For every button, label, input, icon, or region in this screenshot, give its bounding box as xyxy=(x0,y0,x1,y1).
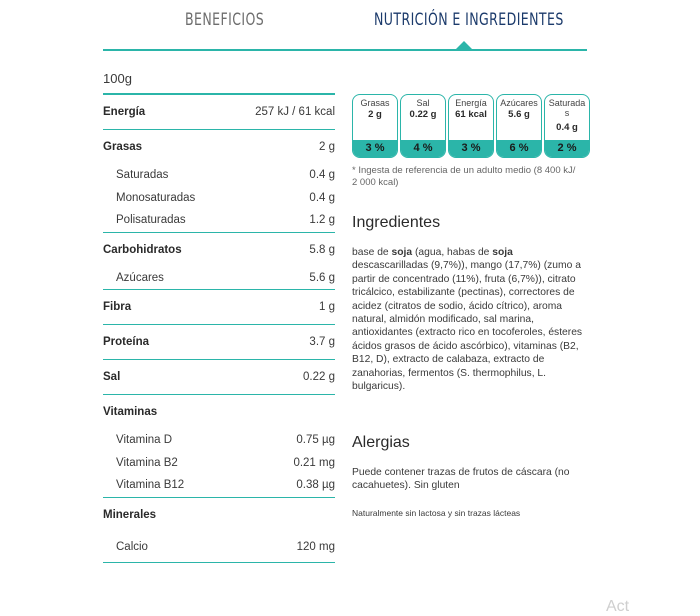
gda-percent: 3 % xyxy=(353,140,397,157)
row-vitamina-b12 xyxy=(103,474,335,497)
ingredients-title: Ingredientes xyxy=(352,214,441,231)
reference-intake-boxes xyxy=(352,94,587,158)
active-tab-indicator xyxy=(455,41,473,50)
row-value: 0.21 mg xyxy=(293,456,335,469)
row-value: 120 mg xyxy=(296,540,335,553)
row-value: 0.38 µg xyxy=(296,479,335,492)
ingredients-part: descascarilladas (9,7%)), mango (17,7%) (zumo a partir de concentrado (11%), fruta (6,7%)), citrato tricálcico, estabilizante (pectinas), correctores de acidez (citratos de sodio, ácido cítrico), aroma natural, almidón modificado, sal marina, antioxidantes (extracto rico en tocoferoles, ésteres ácidos grasos de ácido ascórbico), vitaminas (B2, B12, D), extracto de calabaza, extracto de zanahorias, fermentos (S. thermophilus, L. bulgaricus). xyxy=(352,260,583,393)
row-label: Fibra xyxy=(103,301,132,313)
gda-value: 0.4 g xyxy=(556,122,578,133)
reference-intake-note: * Ingesta de referencia de un adulto medio (8 400 kJ/ 2 000 kcal) xyxy=(352,165,576,188)
row-label: Sal xyxy=(103,371,121,383)
tab-nutricion-ingredientes[interactable]: NUTRICIÓN E INGREDIENTES xyxy=(374,10,564,30)
portion-size: 100g xyxy=(103,71,132,86)
gda-percent: 4 % xyxy=(401,140,445,157)
tab-bar xyxy=(103,0,587,52)
gda-value: 61 kcal xyxy=(455,109,487,120)
tab-underline xyxy=(103,49,587,51)
row-label: Minerales xyxy=(103,508,157,521)
gda-sal xyxy=(400,94,446,158)
row-sal xyxy=(103,359,335,394)
row-label: Azúcares xyxy=(116,271,164,284)
row-saturadas xyxy=(103,164,335,187)
row-value: 0.22 g xyxy=(303,371,335,383)
row-value: 2 g xyxy=(319,141,335,153)
gda-name: Saturadas xyxy=(548,98,586,118)
row-label: Vitamina B2 xyxy=(116,456,178,469)
gda-energia xyxy=(448,94,494,158)
row-fibra xyxy=(103,289,335,324)
tab-beneficios[interactable]: BENEFICIOS xyxy=(185,10,265,30)
gda-name: Energía xyxy=(455,98,487,108)
row-label: Calcio xyxy=(116,540,148,553)
row-label: Energía xyxy=(103,106,146,118)
row-value: 1 g xyxy=(319,301,335,313)
row-label: Polisaturadas xyxy=(116,214,186,227)
row-label: Vitamina D xyxy=(116,434,173,447)
row-label: Vitamina B12 xyxy=(116,479,185,492)
row-label: Monosaturadas xyxy=(116,191,196,204)
gda-value: 5.6 g xyxy=(508,109,530,120)
row-label: Proteína xyxy=(103,336,150,348)
row-energia xyxy=(103,93,335,129)
row-vitamina-d xyxy=(103,429,335,452)
row-calcio xyxy=(103,532,335,563)
ingredients-part: (agua, habas de xyxy=(412,247,493,258)
allergies-text: Puede contener trazas de frutos de cáscara (no cacahuetes). Sin gluten xyxy=(352,467,570,492)
row-value: 257 kJ / 61 kcal xyxy=(255,106,335,118)
row-value: 5.8 g xyxy=(309,243,335,256)
row-proteina xyxy=(103,324,335,359)
row-value: 3.7 g xyxy=(309,336,335,348)
row-azucares xyxy=(103,267,335,290)
ingredients-part: base de xyxy=(352,247,392,258)
row-value: 0.4 g xyxy=(309,169,335,182)
allergen-highlight: soja xyxy=(391,247,413,258)
row-value: 0.75 µg xyxy=(296,434,335,447)
lactose-note: Naturalmente sin lactosa y sin trazas lácteas xyxy=(352,508,521,518)
row-label: Saturadas xyxy=(116,169,169,182)
row-vitamina-b2 xyxy=(103,452,335,475)
gda-value: 2 g xyxy=(368,109,382,120)
allergen-highlight: soja xyxy=(492,247,513,258)
allergies-title: Alergias xyxy=(352,434,410,451)
gda-percent: 3 % xyxy=(449,140,493,157)
ingredients-text xyxy=(352,246,586,393)
row-label: Carbohidratos xyxy=(103,243,182,256)
gda-grasas xyxy=(352,94,398,158)
gda-azucares xyxy=(496,94,542,158)
gda-name: Azúcares xyxy=(500,98,538,108)
gda-percent: 6 % xyxy=(497,140,541,157)
row-polisaturadas xyxy=(103,209,335,232)
gda-saturadas xyxy=(544,94,590,158)
row-minerales xyxy=(103,497,335,532)
gda-value: 0.22 g xyxy=(409,109,437,120)
gda-name: Sal xyxy=(416,98,430,108)
row-vitaminas xyxy=(103,394,335,429)
gda-percent: 2 % xyxy=(545,140,589,157)
gda-name: Grasas xyxy=(360,98,390,108)
row-value: 0.4 g xyxy=(309,191,335,204)
row-label: Vitaminas xyxy=(103,406,158,418)
row-carbohidratos xyxy=(103,232,335,267)
row-value: 5.6 g xyxy=(309,271,335,284)
row-label: Grasas xyxy=(103,141,143,153)
row-monosaturadas xyxy=(103,187,335,210)
row-value: 1.2 g xyxy=(309,214,335,227)
activation-watermark: Act xyxy=(606,598,630,615)
nutrition-table xyxy=(103,93,335,563)
row-grasas xyxy=(103,129,335,164)
